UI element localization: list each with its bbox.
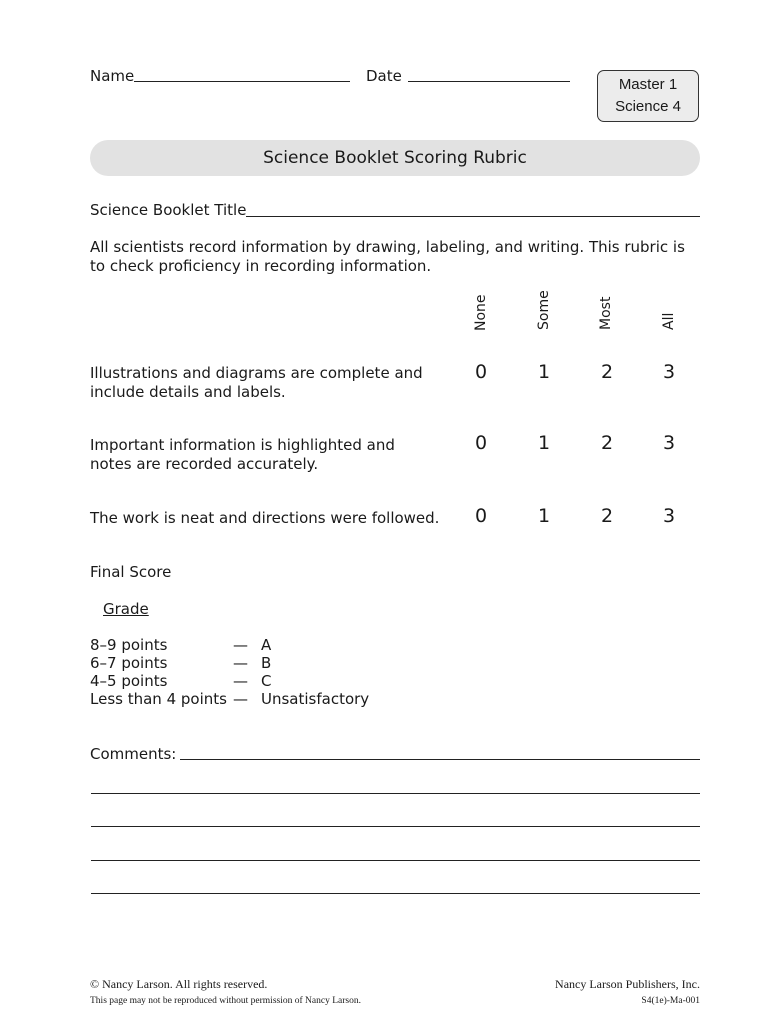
footer-publisher: Nancy Larson Publishers, Inc. [555, 977, 700, 991]
grade-letter: B [261, 654, 272, 672]
grade-letter: C [261, 672, 272, 690]
column-header-all: All [661, 312, 677, 330]
intro-paragraph: All scientists record information by drawing, labeling, and writing. This rubric is to check proficiency in recording information. [90, 238, 685, 275]
score-option[interactable]: 0 [474, 432, 488, 454]
score-option[interactable]: 3 [662, 432, 676, 454]
booklet-title-field[interactable] [246, 216, 700, 217]
criterion-2-text: Important information is highlighted and notes are recorded accurately. [90, 436, 395, 473]
score-option[interactable]: 2 [600, 361, 614, 383]
footer-code: S4(1e)-Ma-001 [641, 996, 700, 1006]
date-field[interactable] [408, 81, 570, 82]
score-option[interactable]: 1 [537, 361, 551, 383]
grade-letter: Unsatisfactory [261, 690, 370, 708]
column-header-most: Most [598, 296, 614, 330]
master-subject: Science 4 [615, 98, 681, 115]
score-option[interactable]: 0 [474, 505, 488, 527]
grade-points: 8–9 points [90, 636, 168, 654]
name-label: Name [90, 67, 135, 85]
criterion-1-text: Illustrations and diagrams are complete and include details and labels. [90, 364, 423, 401]
column-header-some: Some [536, 290, 552, 330]
comment-line[interactable] [180, 759, 700, 760]
score-option[interactable]: 1 [537, 505, 551, 527]
comment-line[interactable] [91, 860, 700, 861]
footer-copyright: © Nancy Larson. All rights reserved. [90, 977, 268, 991]
master-badge [597, 70, 699, 122]
final-score-label: Final Score [90, 563, 172, 581]
score-option[interactable]: 0 [474, 361, 488, 383]
master-number: Master 1 [618, 76, 678, 93]
score-option[interactable]: 2 [600, 505, 614, 527]
grade-dash: — [233, 636, 248, 654]
name-field[interactable] [134, 81, 350, 82]
score-option[interactable]: 2 [600, 432, 614, 454]
column-header-none: None [473, 294, 489, 331]
footer-notice: This page may not be reproduced without permission of Nancy Larson. [90, 996, 361, 1006]
grade-dash: — [233, 690, 248, 708]
grade-letter: A [261, 636, 272, 654]
score-option[interactable]: 3 [662, 505, 676, 527]
grade-points: 4–5 points [90, 672, 168, 690]
booklet-title-label: Science Booklet Title [90, 201, 247, 219]
grade-dash: — [233, 672, 248, 690]
comment-line[interactable] [91, 826, 700, 827]
grade-points: 6–7 points [90, 654, 168, 672]
comment-line[interactable] [91, 793, 700, 794]
page-title: Science Booklet Scoring Rubric [90, 140, 700, 176]
grade-points: Less than 4 points [90, 690, 227, 708]
date-label: Date [366, 67, 402, 85]
criterion-3-text: The work is neat and directions were followed. [90, 509, 440, 527]
score-option[interactable]: 1 [537, 432, 551, 454]
score-option[interactable]: 3 [662, 361, 676, 383]
comment-line[interactable] [91, 893, 700, 894]
grade-heading: Grade [103, 600, 149, 618]
comments-label: Comments: [90, 745, 177, 763]
grade-dash: — [233, 654, 248, 672]
